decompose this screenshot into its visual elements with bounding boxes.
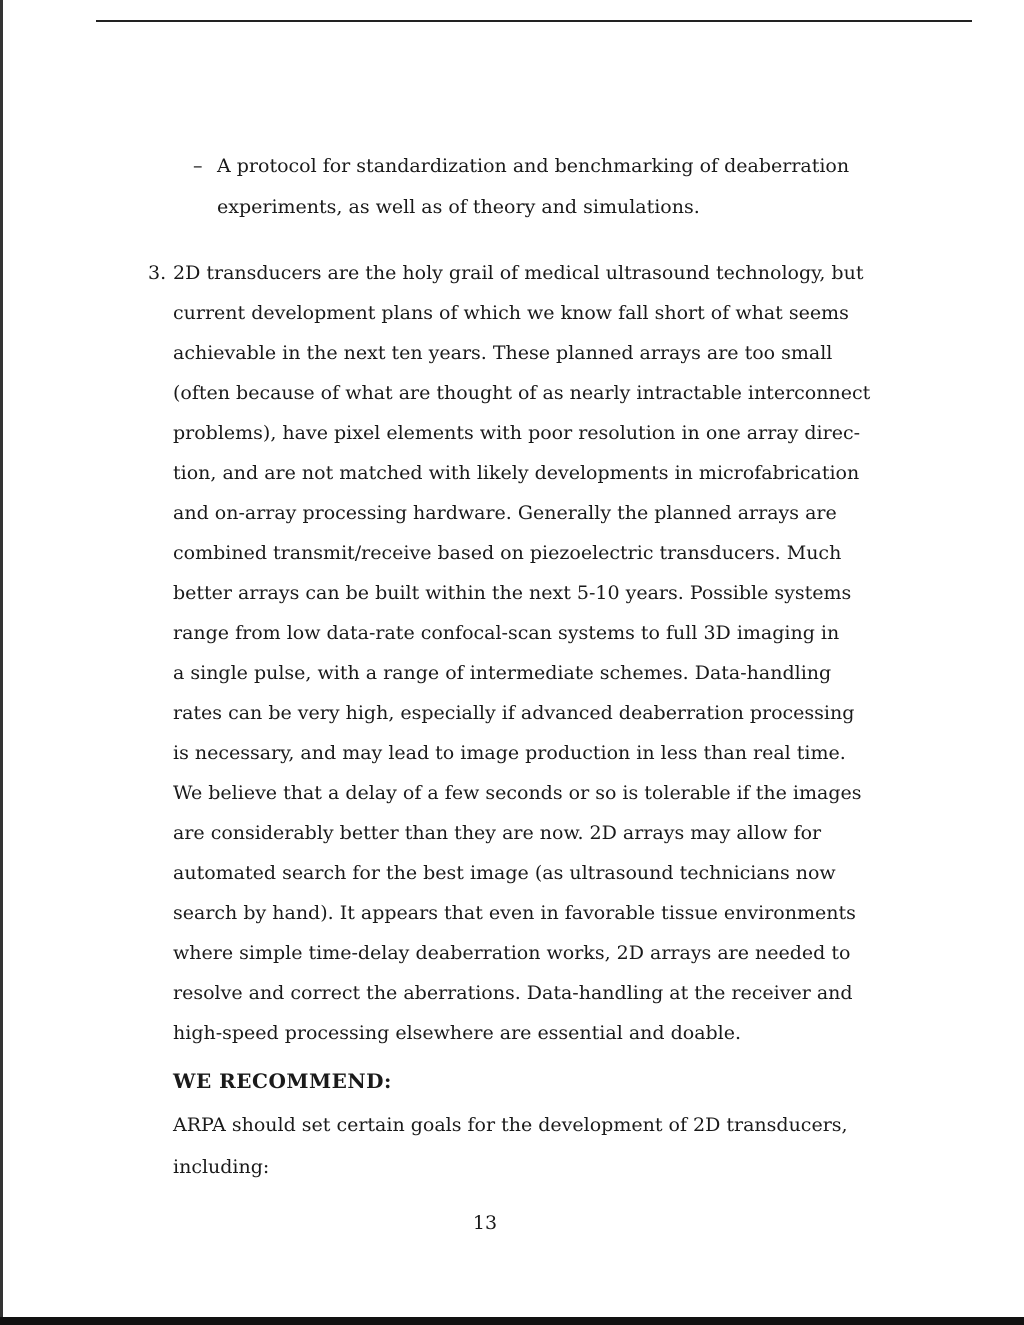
text-line: achievable in the next ten years. These planned arrays are too small: [173, 342, 833, 364]
item-number: 3.: [148, 262, 167, 284]
text-line: are considerably better than they are now. 2D arrays may allow for: [173, 822, 822, 844]
text-line: A protocol for standardization and benchmarking of deaberration: [217, 155, 850, 177]
text-line: a single pulse, with a range of intermediate schemes. Data-handling: [173, 662, 832, 684]
text-line: ARPA should set certain goals for the development of 2D transducers,: [173, 1114, 848, 1136]
section-heading: WE RECOMMEND:: [173, 1069, 392, 1093]
text-line: combined transmit/receive based on piezoelectric transducers. Much: [173, 542, 842, 564]
top-rule: [96, 20, 972, 22]
text-line: including:: [173, 1156, 270, 1178]
text-line: We believe that a delay of a few seconds or so is tolerable if the images: [173, 782, 862, 804]
text-line: search by hand). It appears that even in favorable tissue environments: [173, 902, 856, 924]
text-line: high-speed processing elsewhere are essential and doable.: [173, 1022, 742, 1044]
scan-bottom-edge: [0, 1317, 1024, 1325]
text-line: (often because of what are thought of as nearly intractable interconnect: [173, 382, 871, 404]
text-line: is necessary, and may lead to image production in less than real time.: [173, 742, 846, 764]
text-line: and on-array processing hardware. Generally the planned arrays are: [173, 502, 837, 524]
text-line: rates can be very high, especially if advanced deaberration processing: [173, 702, 855, 724]
text-line: where simple time-delay deaberration works, 2D arrays are needed to: [173, 942, 851, 964]
text-line: better arrays can be built within the next 5-10 years. Possible systems: [173, 582, 852, 604]
scan-left-edge: [0, 0, 3, 1325]
text-line: experiments, as well as of theory and simulations.: [217, 196, 700, 218]
text-line: automated search for the best image (as ultrasound technicians now: [173, 862, 836, 884]
page-number: 13: [472, 1212, 498, 1234]
text-line: tion, and are not matched with likely developments in microfabrication: [173, 462, 860, 484]
text-line: resolve and correct the aberrations. Data-handling at the receiver and: [173, 982, 853, 1004]
text-line: current development plans of which we know fall short of what seems: [173, 302, 849, 324]
text-line: problems), have pixel elements with poor resolution in one array direc-: [173, 422, 861, 444]
text-line: range from low data-rate confocal-scan systems to full 3D imaging in: [173, 622, 840, 644]
bullet-dash: –: [193, 155, 203, 177]
text-line: 2D transducers are the holy grail of medical ultrasound technology, but: [173, 262, 864, 284]
